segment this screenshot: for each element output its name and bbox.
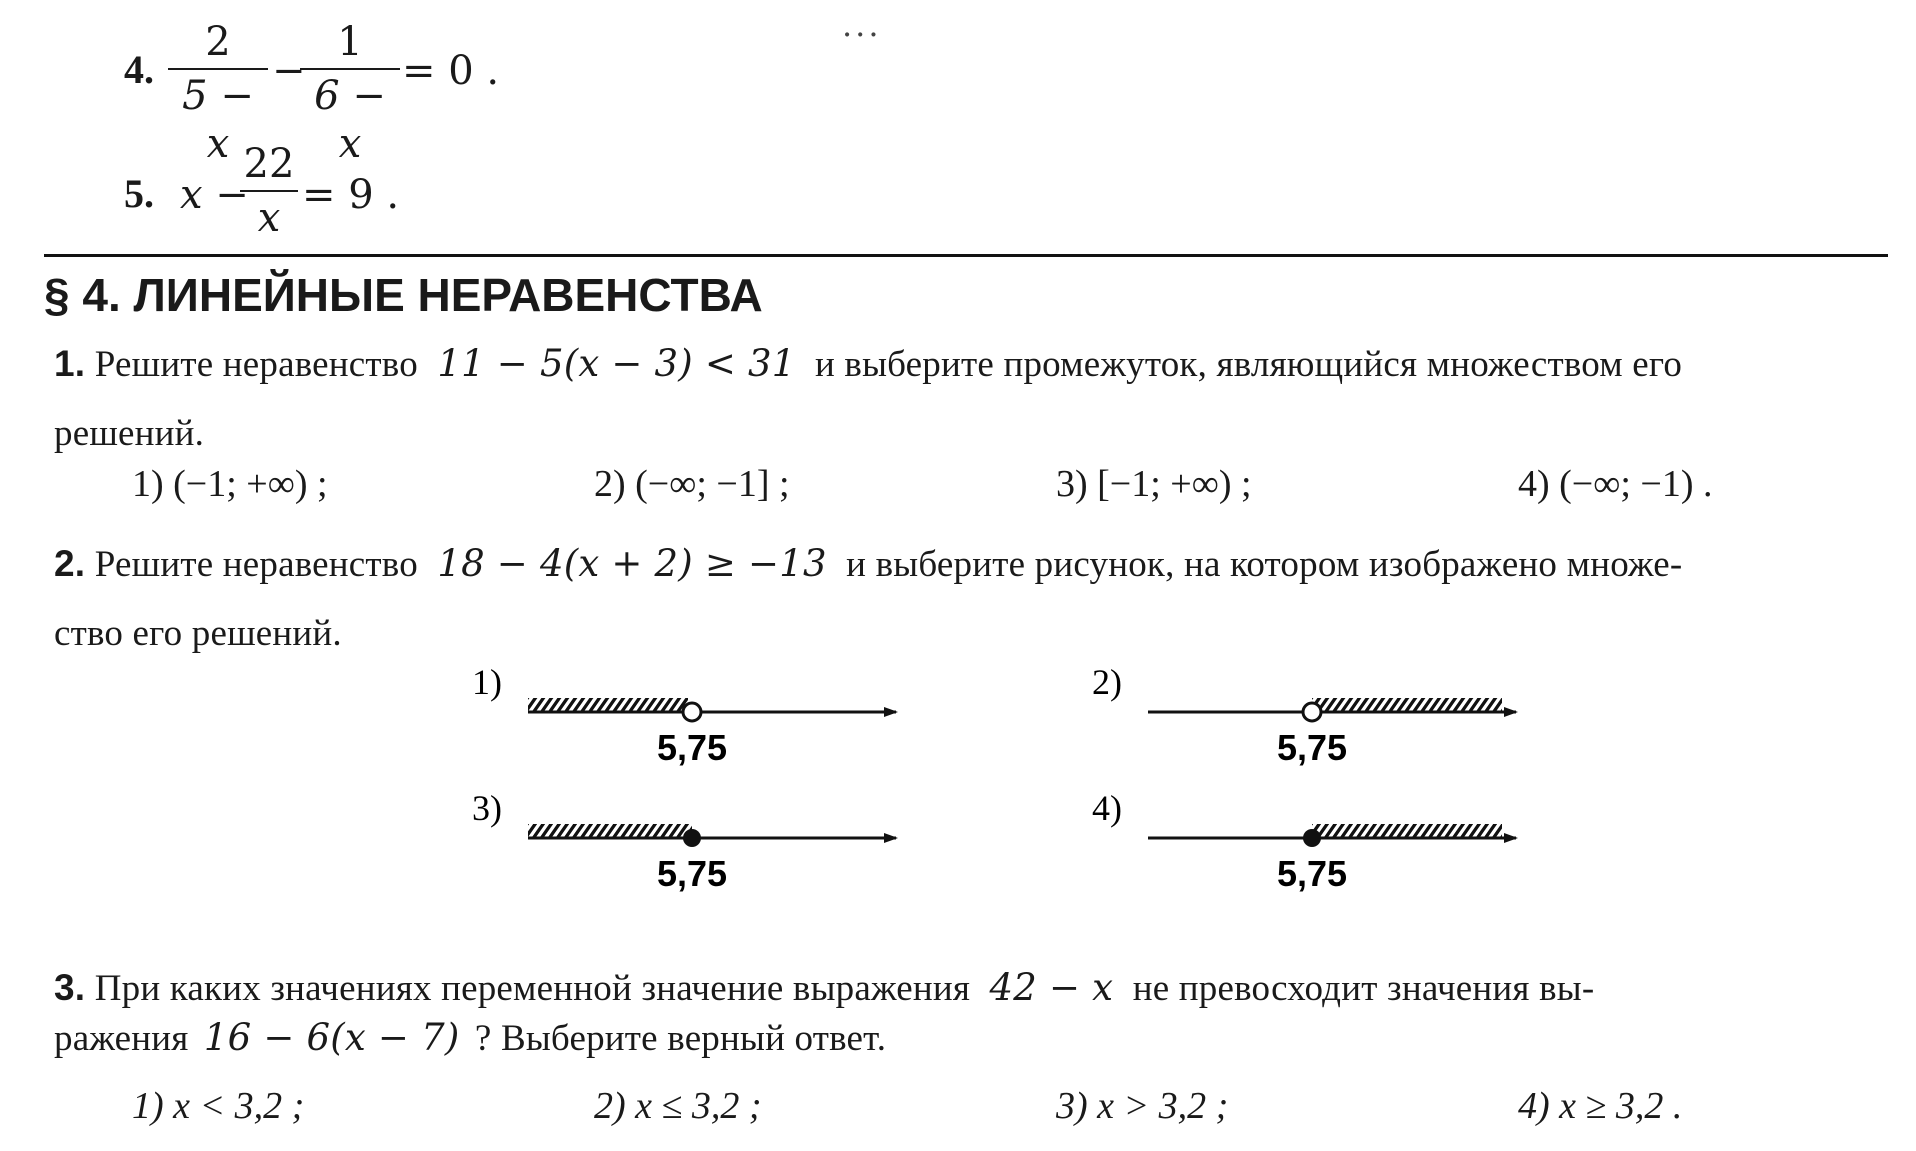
figure-4-closed-point	[1303, 829, 1321, 847]
task-3-line-2	[54, 1016, 886, 1060]
figure-1-label: 1)	[472, 662, 502, 702]
equation-4-rhs: = 0 .	[402, 48, 500, 94]
task-2-expression: 18 − 4(x + 2) ≥ −13	[437, 542, 827, 585]
task-3-text-b: не превосходит значения вы-	[1132, 968, 1595, 1009]
fraction-numerator: 2	[205, 19, 231, 65]
figure-2-label: 2)	[1092, 662, 1122, 702]
figure-1	[472, 662, 896, 768]
figure-4-hatch	[1312, 824, 1502, 838]
figure-3-label: 3)	[472, 788, 502, 828]
fraction-denominator: 6 − x	[314, 73, 386, 167]
task-3-expression-1: 42 − x	[989, 966, 1114, 1009]
section-title: § 4. ЛИНЕЙНЫЕ НЕРАВЕНСТВА	[44, 269, 763, 321]
figure-4	[1092, 788, 1516, 894]
task-1-text-c: решений.	[54, 413, 205, 454]
task-1-expression: 11 − 5(x − 3) < 31	[437, 342, 796, 385]
figure-3-hatch	[528, 824, 692, 838]
equation-5-number: 5.	[124, 171, 154, 216]
task-3-option-3: 3) x > 3,2 ;	[1056, 1085, 1229, 1127]
task-1-option-3: 3) [−1; +∞) ;	[1056, 463, 1252, 505]
equation-5-lhs: x −	[180, 172, 249, 218]
task-1-option-2: 2) (−∞; −1] ;	[594, 463, 790, 505]
figure-3-closed-point	[683, 829, 701, 847]
task-3-text-c: ражения	[54, 1018, 189, 1059]
equation-4-fraction-2	[300, 18, 400, 168]
figure-1-hatch	[528, 698, 688, 712]
task-2-line-1	[54, 542, 1682, 586]
figure-4-value: 5,75	[1276, 853, 1348, 894]
equation-5-rhs: = 9 .	[302, 172, 400, 218]
task-2-number: 2.	[54, 543, 86, 584]
fraction-numerator: 22	[243, 141, 295, 187]
task-3-option-1: 1) x < 3,2 ;	[132, 1085, 305, 1127]
task-3-option-4: 4) x ≥ 3,2 .	[1518, 1085, 1683, 1127]
figure-3-value: 5,75	[656, 853, 728, 894]
task-3-option-2: 2) x ≤ 3,2 ;	[594, 1085, 762, 1127]
figure-4-label: 4)	[1092, 788, 1122, 828]
task-3-expression-2: 16 − 6(x − 7)	[203, 1016, 460, 1059]
more-dots: ...	[842, 6, 882, 44]
figure-2-value: 5,75	[1276, 727, 1348, 768]
task-1-line-1	[54, 342, 1682, 386]
task-3-text-a: При каких значениях переменной значение выражения	[94, 968, 971, 1009]
figure-2-hatch	[1312, 698, 1502, 712]
task-3-text-d: ? Выберите верный ответ.	[474, 1018, 887, 1059]
task-2-text-b: и выберите рисунок, на котором изображено множе-	[846, 544, 1683, 585]
figure-1-value: 5,75	[656, 727, 728, 768]
task-1-text-a: Решите неравенство	[94, 344, 418, 385]
section-divider	[44, 254, 1888, 257]
task-1-text-b: и выберите промежуток, являющийся множеством его	[814, 344, 1683, 385]
fraction-numerator: 1	[337, 19, 363, 65]
task-3-number: 3.	[54, 967, 86, 1008]
task-1-option-1: 1) (−1; +∞) ;	[132, 463, 328, 505]
task-2-text-a: Решите неравенство	[94, 544, 418, 585]
figure-1-open-point	[683, 703, 701, 721]
figure-3	[472, 788, 896, 894]
figure-2-open-point	[1303, 703, 1321, 721]
task-1-number: 1.	[54, 343, 86, 384]
minus-sign: −	[272, 48, 306, 94]
task-2-text-c: ство его решений.	[54, 613, 342, 654]
number-line-figures	[0, 660, 1916, 960]
figure-2	[1092, 662, 1516, 768]
task-3-line-1	[54, 966, 1594, 1010]
task-1-option-4: 4) (−∞; −1) .	[1518, 463, 1713, 505]
equation-5-fraction	[240, 140, 298, 242]
fraction-denominator: 5 − x	[182, 73, 254, 167]
fraction-denominator: x	[257, 195, 281, 241]
equation-4-number: 4.	[124, 47, 154, 92]
